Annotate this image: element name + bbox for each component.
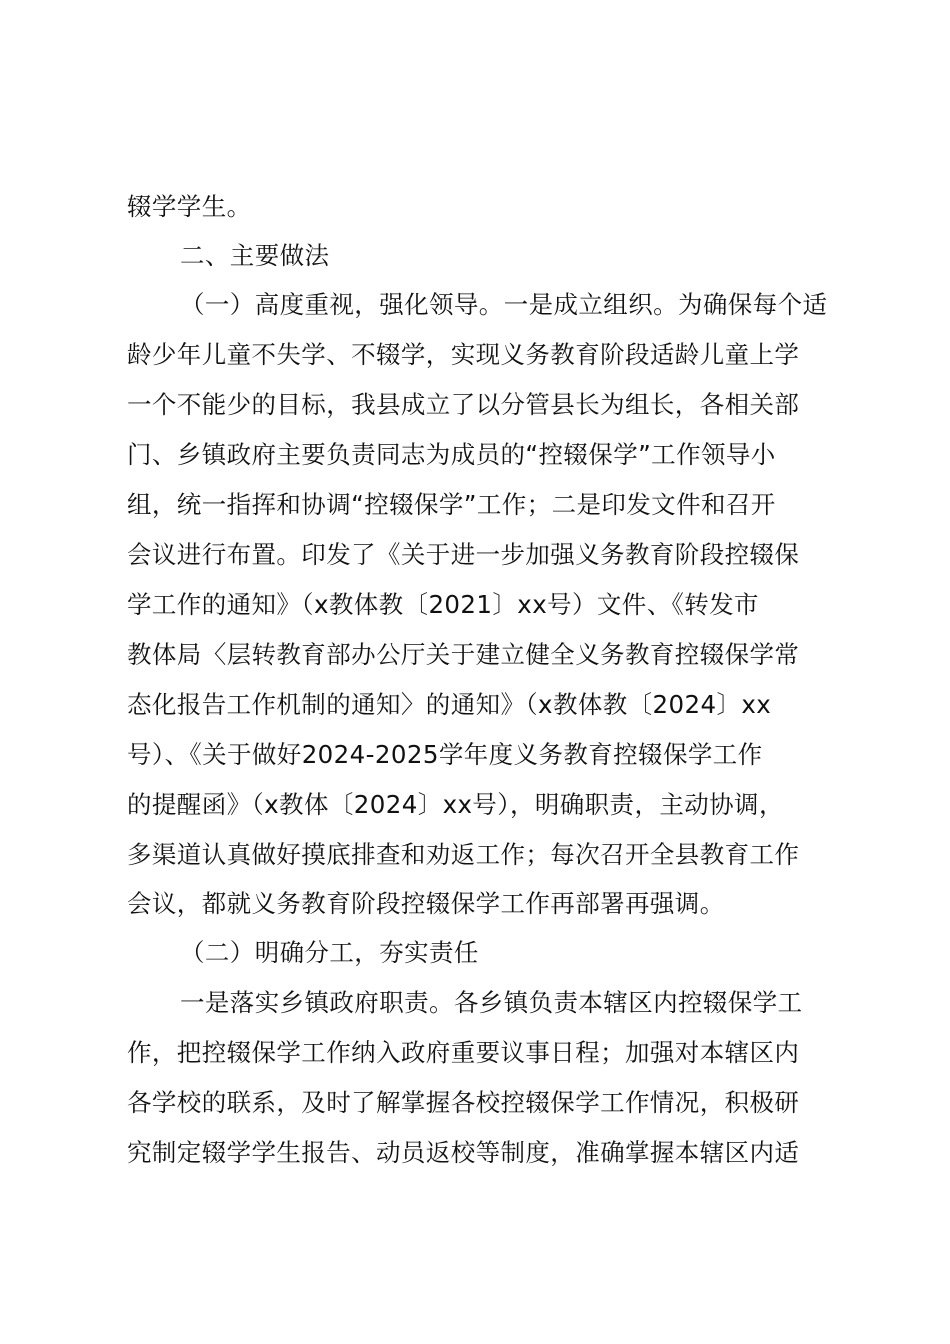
text-line-4: 龄少年儿童不失学、不辍学，实现义务教育阶段适龄儿童上学 bbox=[127, 340, 800, 369]
text-line-15: 会议，都就义务教育阶段控辍保学工作再部署再强调。 bbox=[127, 889, 725, 918]
text-line-20: 究制定辍学学生报告、动员返校等制度，准确掌握本辖区内适 bbox=[127, 1138, 800, 1167]
text-line-18: 作，把控辍保学工作纳入政府重要议事日程；加强对本辖区内 bbox=[127, 1038, 800, 1067]
text-line-10: 教体局〈层转教育部办公厅关于建立健全义务教育控辍保学常 bbox=[127, 640, 800, 669]
text-line-8: 会议进行布置。印发了《关于进一步加强义务教育阶段控辍保 bbox=[127, 540, 800, 569]
text-line-7: 组，统一指挥和协调“控辍保学”工作；二是印发文件和召开 bbox=[127, 490, 776, 519]
subsection-heading-division-of-labor: （二）明确分工，夯实责任 bbox=[180, 938, 479, 967]
text-line-3: （一）高度重视，强化领导。一是成立组织。为确保每个适 bbox=[180, 290, 828, 319]
text-line-14: 多渠道认真做好摸底排查和劝返工作；每次召开全县教育工作 bbox=[127, 840, 800, 869]
text-line-11: 态化报告工作机制的通知〉的通知》（x教体教〔2024〕xx bbox=[127, 690, 772, 719]
section-heading-main-practices: 二、主要做法 bbox=[180, 241, 330, 270]
text-line-6: 门、乡镇政府主要负责同志为成员的“控辍保学”工作领导小 bbox=[127, 440, 776, 469]
text-line-19: 各学校的联系，及时了解掌握各校控辍保学工作情况，积极研 bbox=[127, 1088, 800, 1117]
text-line-1: 辍学学生。 bbox=[127, 192, 252, 221]
text-line-12: 号）、《关于做好2024-2025学年度义务教育控辍保学工作 bbox=[127, 740, 763, 769]
text-line-9: 学工作的通知》（x教体教〔2021〕xx号）文件、《转发市 bbox=[127, 590, 759, 619]
text-line-13: 的提醒函》（x教体〔2024〕xx号），明确职责，主动协调， bbox=[127, 790, 784, 819]
text-line-17: 一是落实乡镇政府职责。各乡镇负责本辖区内控辍保学工 bbox=[180, 988, 803, 1017]
text-line-5: 一个不能少的目标，我县成立了以分管县长为组长，各相关部 bbox=[127, 390, 800, 419]
